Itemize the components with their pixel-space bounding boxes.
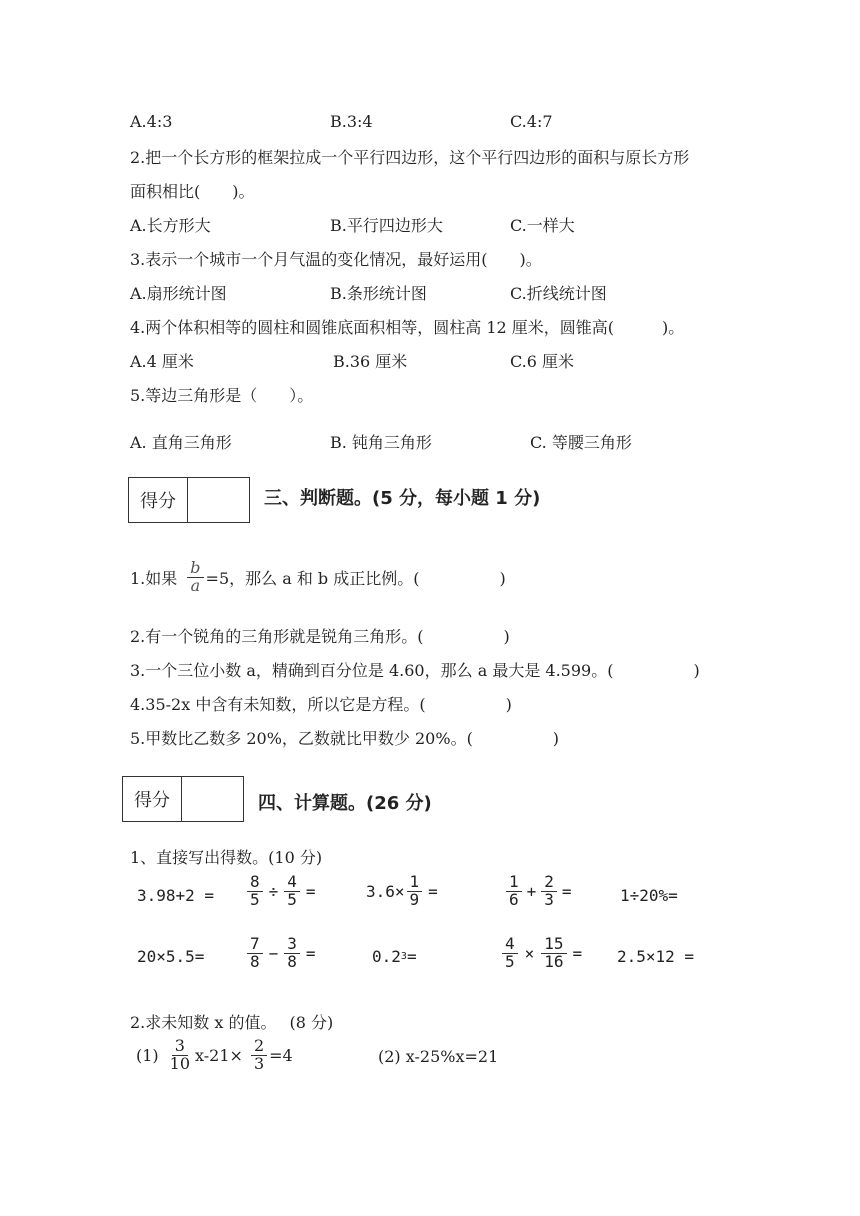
choice-q4-option-c: C.6 厘米	[510, 352, 575, 371]
choice-q2-option-c: C.一样大	[510, 216, 575, 235]
fraction-denominator: 16	[544, 951, 564, 971]
fraction-numerator: 1	[407, 874, 423, 892]
q1-option-c: C.4:7	[510, 112, 553, 131]
fraction-numerator: 4	[502, 936, 518, 954]
fraction-denominator: a	[190, 575, 201, 595]
fraction-numerator: 3	[172, 1038, 188, 1056]
equals: =	[572, 943, 583, 963]
choice-q4-option-a: A.4 厘米	[130, 352, 194, 371]
calc-r2c5: 2.5×12 =	[617, 947, 695, 966]
calc-r2c4	[500, 936, 582, 971]
equation-index: (1)	[136, 1045, 159, 1065]
choice-q3: 3.表示一个城市一个月气温的变化情况，最好运用( )。	[130, 250, 542, 269]
calc-r1c5: 1÷20%=	[620, 886, 678, 905]
equals: =	[428, 881, 438, 901]
fraction-denominator: 3	[253, 1053, 265, 1073]
calc-r1c3	[366, 874, 438, 909]
score-label: 得分	[123, 777, 182, 821]
fraction-numerator: 15	[541, 936, 566, 954]
judge-q1	[130, 560, 506, 595]
fraction-denominator: 5	[505, 951, 515, 971]
choice-q5-option-c: C. 等腰三角形	[530, 433, 632, 452]
calc-prefix: 3.6×	[366, 881, 405, 901]
equation-1	[136, 1038, 293, 1073]
fraction-denominator: 9	[409, 889, 420, 909]
score-label: 得分	[129, 478, 188, 522]
judge-q5: 5.甲数比乙数多 20%，乙数就比甲数少 20%。( )	[130, 729, 560, 748]
equals: =	[406, 947, 417, 966]
operator: −	[268, 943, 279, 963]
fraction-denominator: 8	[287, 951, 297, 971]
choice-q3-option-a: A.扇形统计图	[130, 284, 227, 303]
fraction-denominator: 10	[169, 1053, 191, 1073]
judge-q1-fraction	[187, 560, 203, 595]
fraction-denominator: 5	[287, 889, 297, 909]
equals: =	[305, 943, 316, 963]
choice-q3-option-b: B.条形统计图	[330, 284, 427, 303]
fraction-numerator: 3	[284, 936, 300, 954]
operator: +	[526, 881, 537, 901]
power-base: 0.2	[372, 947, 401, 966]
score-blank[interactable]	[188, 478, 249, 522]
choice-q4: 4.两个体积相等的圆柱和圆锥底面积相等，圆柱高 12 厘米，圆锥高( )。	[130, 318, 685, 337]
fraction-numerator: 2	[251, 1038, 267, 1056]
calc-r2c3	[372, 947, 417, 966]
section3-score-box	[128, 477, 250, 523]
judge-q3: 3.一个三位小数 a，精确到百分位是 4.60，那么 a 最大是 4.599。( )	[130, 661, 700, 680]
choice-q4-option-b: B.36 厘米	[333, 352, 408, 371]
equation-result: =4	[269, 1045, 293, 1065]
fraction-numerator: 7	[247, 936, 263, 954]
q1-option-b: B.3:4	[330, 112, 373, 131]
choice-q3-option-c: C.折线统计图	[510, 284, 607, 303]
calc-r1c4	[504, 874, 572, 909]
choice-q5-option-a: A. 直角三角形	[130, 433, 232, 452]
fraction-denominator: 6	[509, 889, 519, 909]
choice-q5: 5.等边三角形是（ ）。	[130, 386, 314, 405]
fraction-denominator: 8	[250, 951, 260, 971]
fraction-numerator: 1	[506, 874, 522, 892]
calc-sub1-title: 1、直接写出得数。(10 分)	[130, 848, 323, 867]
operator: ÷	[268, 881, 279, 901]
operator: ×	[524, 943, 535, 963]
section3-title: 三、判断题。(5 分，每小题 1 分)	[264, 488, 541, 509]
q1-option-a: A.4:3	[130, 112, 173, 131]
choice-q2-line2: 面积相比( )。	[130, 182, 255, 201]
fraction-numerator: 8	[247, 874, 263, 892]
calc-r1c1: 3.98+2 =	[137, 886, 215, 905]
judge-q2: 2.有一个锐角的三角形就是锐角三角形。( )	[130, 627, 510, 646]
equals: =	[561, 881, 572, 901]
fraction-denominator: 3	[544, 889, 554, 909]
score-blank[interactable]	[182, 777, 243, 821]
equals: =	[305, 881, 316, 901]
section4-title: 四、计算题。(26 分)	[258, 793, 432, 814]
fraction-numerator: 4	[284, 874, 300, 892]
fraction-numerator: b	[187, 560, 203, 578]
power-exponent: 3	[400, 951, 407, 962]
fraction-numerator: 2	[541, 874, 557, 892]
calc-r2c1: 20×5.5=	[137, 947, 205, 966]
fraction-denominator: 5	[250, 889, 260, 909]
choice-q5-option-b: B. 钝角三角形	[330, 433, 432, 452]
judge-q1-suffix: =5，那么 a 和 b 成正比例。( )	[205, 568, 506, 588]
calc-sub2-title: 2.求未知数 x 的值。 (8 分)	[130, 1013, 334, 1032]
equation-middle: x-21×	[195, 1045, 243, 1065]
choice-q2-option-a: A.长方形大	[130, 216, 211, 235]
calc-r2c2	[245, 936, 316, 971]
section4-score-box	[122, 776, 244, 822]
choice-q2-option-b: B.平行四边形大	[330, 216, 443, 235]
calc-r1c2	[245, 874, 316, 909]
equation-2: (2) x-25%x=21	[378, 1047, 499, 1066]
choice-q2-line1: 2.把一个长方形的框架拉成一个平行四边形，这个平行四边形的面积与原长方形	[130, 148, 690, 167]
judge-q1-prefix: 1.如果	[130, 568, 178, 588]
judge-q4: 4.35-2x 中含有未知数，所以它是方程。( )	[130, 695, 512, 714]
